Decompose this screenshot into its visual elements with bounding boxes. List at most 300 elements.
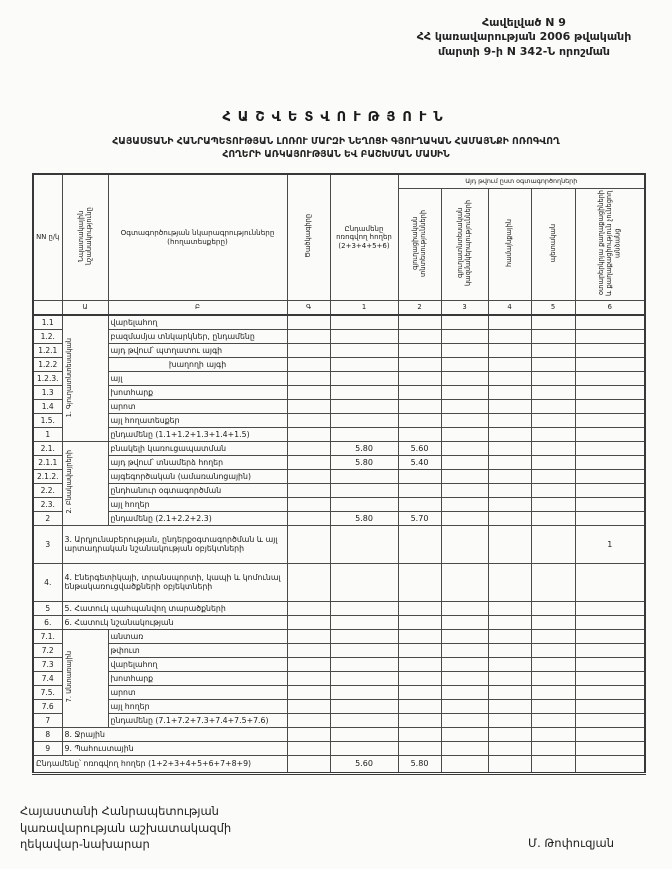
cell-value (488, 315, 531, 329)
table-row (33, 413, 645, 427)
row-label: բազմամյա տնկարկներ, ընդամենը (108, 329, 287, 343)
cell-value (488, 755, 531, 773)
cell-value (330, 357, 398, 371)
section-label (62, 315, 108, 441)
row-number: 2.2. (33, 483, 62, 497)
table-row (33, 643, 645, 657)
cell-value (441, 755, 488, 773)
row-number: 1.2.1 (33, 343, 62, 357)
cell-value (531, 657, 575, 671)
table-row (33, 427, 645, 441)
cell-code (287, 385, 330, 399)
cell-value (575, 615, 645, 629)
section-label-text: 7. Անտառային (64, 651, 73, 703)
header-user-category-text: օտարերկրյա քաղաքացիների և քաղաքացիություն չունեցող անձանց (597, 190, 622, 296)
row-label: այգեգործական (ամառանոցային) (108, 469, 287, 483)
row-label: այլ հողեր (108, 699, 287, 713)
header-description: Օգտագործության նկարագրությունները (հողատեսքերը) (108, 174, 287, 301)
cell-code (287, 315, 330, 329)
header-user-category (488, 189, 531, 301)
row-label: 9. Պահուստային (62, 741, 287, 755)
cell-value (488, 643, 531, 657)
row-number: 7 (33, 713, 62, 727)
cell-value (330, 329, 398, 343)
row-label: արոտ (108, 399, 287, 413)
cell-value: 5.60 (398, 441, 441, 455)
row-label: 5. Հատուկ պահպանվող տարածքների (62, 601, 287, 615)
cell-value (531, 615, 575, 629)
report-table (32, 173, 646, 775)
cell-value (488, 413, 531, 427)
cell-value (488, 741, 531, 755)
cell-value (441, 371, 488, 385)
table-row (33, 601, 645, 615)
cell-value (531, 525, 575, 563)
row-label: այլ հողեր (108, 497, 287, 511)
cell-value (441, 727, 488, 741)
cell-value (531, 371, 575, 385)
cell-value (531, 643, 575, 657)
cell-value (488, 385, 531, 399)
table-row (33, 657, 645, 671)
cell-value (398, 329, 441, 343)
column-number: Բ (108, 301, 287, 316)
cell-value (398, 657, 441, 671)
section-label (62, 629, 108, 727)
cell-value (575, 385, 645, 399)
cell-value (575, 657, 645, 671)
table-row (33, 455, 645, 469)
row-number: 7.1. (33, 629, 62, 643)
cell-value (488, 497, 531, 511)
row-number: 1.3 (33, 385, 62, 399)
table-row (33, 511, 645, 525)
row-number: 9 (33, 741, 62, 755)
cell-value (488, 525, 531, 563)
cell-value (330, 371, 398, 385)
cell-value (575, 629, 645, 643)
cell-value (531, 315, 575, 329)
table-row (33, 385, 645, 399)
cell-value (441, 413, 488, 427)
row-label: խոտհարք (108, 385, 287, 399)
cell-value (531, 413, 575, 427)
appendix-line: ՀՀ կառավարության 2006 թվականի (416, 30, 632, 44)
table-row (33, 629, 645, 643)
cell-value (398, 685, 441, 699)
header-user-category (531, 189, 575, 301)
appendix-line: Հավելված N 9 (482, 16, 566, 29)
cell-value (441, 685, 488, 699)
report-subtitle-line: ՀՈՂԵՐԻ ԱՌԿԱՅՈՒԹՅԱՆ ԵՎ ԲԱՇԽՄԱՆ ՄԱՍԻՆ (222, 148, 450, 160)
cell-value (531, 441, 575, 455)
table-row (33, 315, 645, 329)
cell-value (531, 699, 575, 713)
cell-value (398, 727, 441, 741)
cell-value (398, 643, 441, 657)
cell-value (575, 755, 645, 773)
cell-code (287, 455, 330, 469)
row-number: 1.1 (33, 315, 62, 329)
footer-office-line: ղեկավար-նախարար (20, 837, 150, 852)
cell-value (531, 685, 575, 699)
cell-value (488, 563, 531, 601)
cell-value (531, 385, 575, 399)
section-label (62, 441, 108, 525)
cell-value (398, 497, 441, 511)
table-row (33, 329, 645, 343)
cell-value (575, 497, 645, 511)
cell-value (488, 399, 531, 413)
cell-value (441, 343, 488, 357)
cell-value (575, 371, 645, 385)
cell-value (575, 601, 645, 615)
cell-value (575, 441, 645, 455)
cell-value (398, 741, 441, 755)
cell-value (488, 727, 531, 741)
cell-value (575, 643, 645, 657)
cell-value (531, 469, 575, 483)
cell-value (441, 469, 488, 483)
cell-code (287, 413, 330, 427)
cell-code (287, 525, 330, 563)
header-user-category-text: գյուղատնտեսական կազմակերպությունների (456, 200, 473, 287)
cell-value (441, 671, 488, 685)
cell-value (575, 483, 645, 497)
cell-value (531, 427, 575, 441)
cell-value (531, 563, 575, 601)
cell-code (287, 371, 330, 385)
row-number: 2.1. (33, 441, 62, 455)
cell-value: 5.80 (330, 511, 398, 525)
row-number: 1.2. (33, 329, 62, 343)
cell-value (575, 563, 645, 601)
cell-value (531, 343, 575, 357)
cell-value (575, 357, 645, 371)
row-number: 2 (33, 511, 62, 525)
column-number: 6 (575, 301, 645, 316)
cell-value (330, 713, 398, 727)
header-user-category (398, 189, 441, 301)
row-number: 1.4 (33, 399, 62, 413)
row-number: 1.2.3. (33, 371, 62, 385)
table-row (33, 497, 645, 511)
cell-value (488, 615, 531, 629)
header-user-category-text: պետական (548, 223, 557, 263)
footer-office-line: կառավարության աշխատակազմի (20, 820, 232, 835)
cell-code (287, 685, 330, 699)
cell-value (398, 713, 441, 727)
row-label: ընդամենը (7.1+7.2+7.3+7.4+7.5+7.6) (108, 713, 287, 727)
table-row (33, 741, 645, 755)
cell-value (575, 399, 645, 413)
cell-code (287, 427, 330, 441)
cell-value: 5.80 (398, 755, 441, 773)
cell-code (287, 357, 330, 371)
table-row (33, 713, 645, 727)
cell-value (441, 601, 488, 615)
cell-value (441, 455, 488, 469)
cell-value (531, 483, 575, 497)
header-user-category (575, 189, 645, 301)
footer-office (20, 803, 231, 853)
cell-value (441, 315, 488, 329)
cell-code (287, 329, 330, 343)
column-number: Գ (287, 301, 330, 316)
cell-value (575, 685, 645, 699)
row-label: խաղողի այգի (108, 357, 287, 371)
header-user-category-text: գյուղացիական տնտեսությունների (411, 209, 428, 277)
table-row (33, 727, 645, 741)
header-users-group: Այդ թվում ըստ օգտագործողների (398, 174, 645, 189)
cell-code (287, 727, 330, 741)
table-row (33, 671, 645, 685)
row-number: 2.3. (33, 497, 62, 511)
cell-value (330, 727, 398, 741)
row-label: 8. Ջրային (62, 727, 287, 741)
row-label: ընդամենը (2.1+2.2+2.3) (108, 511, 287, 525)
row-label: բնակելի կառուցապատման (108, 441, 287, 455)
cell-value (531, 713, 575, 727)
cell-value (488, 343, 531, 357)
cell-value (575, 413, 645, 427)
cell-value (330, 741, 398, 755)
row-label: վարելահող (108, 315, 287, 329)
row-label: այլ հողատեսքեր (108, 413, 287, 427)
table-row (33, 357, 645, 371)
cell-value (531, 455, 575, 469)
cell-value (488, 601, 531, 615)
row-number: 7.3 (33, 657, 62, 671)
row-number: 7.2 (33, 643, 62, 657)
cell-code (287, 601, 330, 615)
cell-value (441, 741, 488, 755)
table-row (33, 483, 645, 497)
cell-value: 5.60 (330, 755, 398, 773)
cell-value (330, 601, 398, 615)
cell-value: 5.70 (398, 511, 441, 525)
report-title: ՀԱՇՎԵՏՎՈՒԹՅՈՒՆ (222, 110, 450, 125)
row-label: 4. Էներգետիկայի, տրանսպորտի, կապի և կոմունալ ենթակառուցվածքների օբյեկտների (62, 563, 287, 601)
cell-value (398, 357, 441, 371)
header-purpose (62, 174, 108, 301)
cell-code (287, 511, 330, 525)
cell-value (441, 629, 488, 643)
table-row (33, 399, 645, 413)
appendix-line: մարտի 9-ի N 342-Ն որոշման (437, 44, 611, 58)
column-number: Ա (62, 301, 108, 316)
cell-value (531, 727, 575, 741)
cell-value (575, 727, 645, 741)
cell-value (330, 399, 398, 413)
cell-value (531, 511, 575, 525)
report-subtitle (6, 136, 666, 161)
section-label-text: 2. Բնակավայրերի (64, 450, 73, 514)
row-label: անտառ (108, 629, 287, 643)
cell-value (398, 427, 441, 441)
appendix-note (378, 16, 670, 59)
cell-value (330, 483, 398, 497)
row-label: այդ թվում՝ տնամերձ հողեր (108, 455, 287, 469)
row-number: 7.6 (33, 699, 62, 713)
cell-value (488, 427, 531, 441)
cell-code (287, 497, 330, 511)
cell-code (287, 699, 330, 713)
cell-code (287, 671, 330, 685)
table-row (33, 699, 645, 713)
row-label: վարելահող (108, 657, 287, 671)
row-label: այլ (108, 371, 287, 385)
cell-value (488, 511, 531, 525)
row-label: ընդհանուր օգտագործման (108, 483, 287, 497)
cell-value (488, 629, 531, 643)
cell-value (441, 441, 488, 455)
cell-value (441, 699, 488, 713)
cell-value (398, 629, 441, 643)
cell-value (488, 455, 531, 469)
cell-value: 5.40 (398, 455, 441, 469)
cell-value (398, 315, 441, 329)
column-number (33, 301, 62, 316)
cell-value (398, 671, 441, 685)
signature-name: Մ. Թոփուզյան (528, 836, 614, 850)
cell-value (330, 343, 398, 357)
cell-value (441, 511, 488, 525)
cell-value (488, 371, 531, 385)
cell-value (398, 371, 441, 385)
row-number: 2.1.2. (33, 469, 62, 483)
row-number: 8 (33, 727, 62, 741)
cell-value (441, 385, 488, 399)
cell-value (488, 671, 531, 685)
cell-value (398, 601, 441, 615)
cell-value (330, 615, 398, 629)
cell-value (531, 329, 575, 343)
cell-value (441, 713, 488, 727)
cell-value (398, 469, 441, 483)
cell-code (287, 399, 330, 413)
header-total-irrigated: Ընդամենը ոռոգվող հողեր (2+3+4+5+6) (330, 174, 398, 301)
cell-value (531, 357, 575, 371)
cell-value (330, 497, 398, 511)
table-row (33, 755, 645, 773)
row-number: 4. (33, 563, 62, 601)
row-label: 6. Հատուկ նշանակության (62, 615, 287, 629)
cell-value (330, 413, 398, 427)
cell-code (287, 343, 330, 357)
cell-value (441, 563, 488, 601)
cell-value (488, 357, 531, 371)
row-label: այդ թվում՝ պտղատու այգի (108, 343, 287, 357)
cell-value (330, 469, 398, 483)
row-label: Ընդամենը՝ ոռոգվող հողեր (1+2+3+4+5+6+7+8+9) (33, 755, 287, 773)
cell-code (287, 483, 330, 497)
column-number: 3 (441, 301, 488, 316)
cell-value (488, 483, 531, 497)
cell-value (575, 741, 645, 755)
row-label: 3. Արդյունաբերության, ընդերքօգտագործման և այլ արտադրական նշանակության օբյեկտների (62, 525, 287, 563)
cell-code (287, 469, 330, 483)
row-number: 5 (33, 601, 62, 615)
cell-value (330, 525, 398, 563)
table-row (33, 615, 645, 629)
cell-code (287, 755, 330, 773)
cell-code (287, 713, 330, 727)
cell-code (287, 441, 330, 455)
cell-value (441, 657, 488, 671)
row-number: 6. (33, 615, 62, 629)
cell-value (330, 657, 398, 671)
cell-value (441, 427, 488, 441)
cell-value (531, 497, 575, 511)
cell-value (441, 399, 488, 413)
column-number: 2 (398, 301, 441, 316)
row-label: ընդամենը (1.1+1.2+1.3+1.4+1.5) (108, 427, 287, 441)
cell-value (330, 629, 398, 643)
cell-value (575, 511, 645, 525)
header-user-category-text: համայնքային (505, 219, 514, 268)
cell-value: 5.80 (330, 441, 398, 455)
cell-value (441, 497, 488, 511)
row-label: թփուտ (108, 643, 287, 657)
cell-value (398, 413, 441, 427)
cell-code (287, 563, 330, 601)
table-row (33, 525, 645, 563)
cell-value (398, 399, 441, 413)
cell-value (575, 699, 645, 713)
header-nn: NN ը/կ (33, 174, 62, 301)
cell-value (575, 713, 645, 727)
cell-value (398, 483, 441, 497)
column-number: 5 (531, 301, 575, 316)
cell-value: 5.80 (330, 455, 398, 469)
cell-value (330, 427, 398, 441)
table-row (33, 563, 645, 601)
cell-value (575, 427, 645, 441)
cell-value (488, 657, 531, 671)
cell-value (575, 315, 645, 329)
cell-value (441, 357, 488, 371)
cell-value (488, 685, 531, 699)
cell-value (441, 643, 488, 657)
cell-value (488, 469, 531, 483)
cell-value (398, 699, 441, 713)
row-number: 1.2.2 (33, 357, 62, 371)
cell-value (575, 469, 645, 483)
column-number: 1 (330, 301, 398, 316)
cell-value (330, 563, 398, 601)
cell-value (575, 329, 645, 343)
cell-value (575, 671, 645, 685)
row-label: արոտ (108, 685, 287, 699)
cell-value (330, 385, 398, 399)
row-number: 7.5. (33, 685, 62, 699)
cell-value (488, 713, 531, 727)
cell-value (330, 685, 398, 699)
cell-code (287, 657, 330, 671)
header-code-text: Ծածկագիրը (304, 214, 313, 258)
header-code (287, 174, 330, 301)
report-subtitle-line: ՀԱՅԱՍՏԱՆԻ ՀԱՆՐԱՊԵՏՈՒԹՅԱՆ ԼՈՌՈՒ ՄԱՐԶԻ ՆԵՂՈՑԻ ԳՅՈՒՂԱԿԱՆ ՀԱՄԱՅՆՔԻ ՈՌՈԳՎՈՂ (112, 136, 560, 147)
cell-value (398, 343, 441, 357)
cell-value (441, 483, 488, 497)
row-number: 2.1.1 (33, 455, 62, 469)
table-row (33, 469, 645, 483)
section-label-text: 1. Գյուղատնտեսական (64, 337, 73, 417)
cell-value (531, 601, 575, 615)
table-row (33, 343, 645, 357)
column-number: 4 (488, 301, 531, 316)
